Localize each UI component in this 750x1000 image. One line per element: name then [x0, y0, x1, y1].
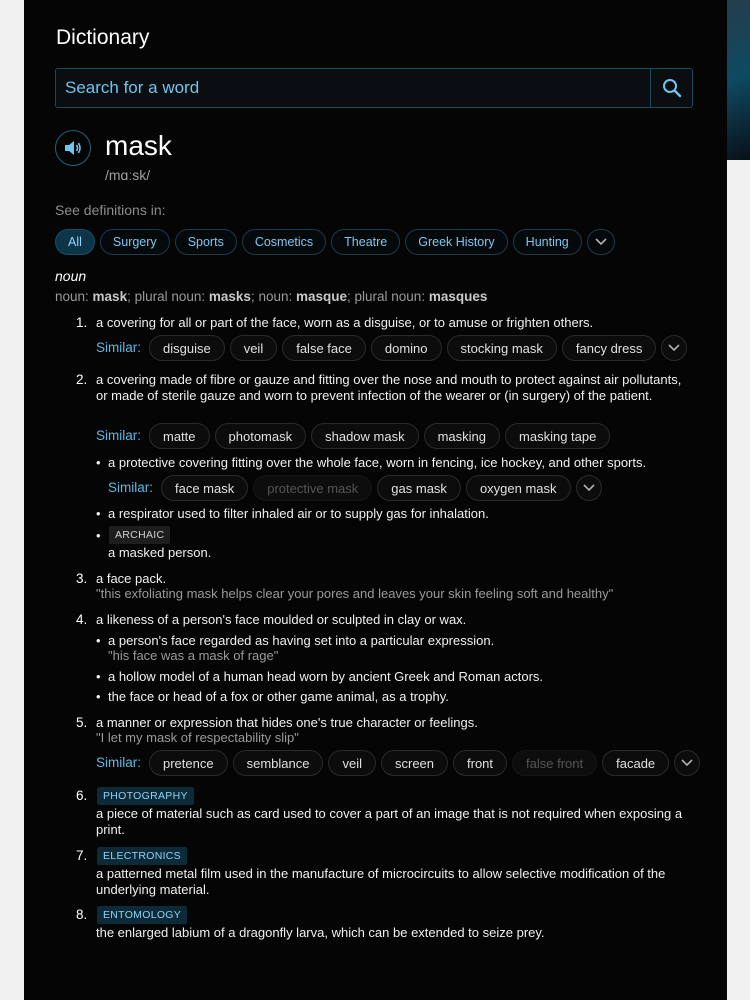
sense-definition: a face pack.: [96, 571, 167, 586]
similar-word-pill[interactable]: fancy dress: [562, 335, 656, 361]
forms-prefix-3: ; noun:: [250, 289, 296, 304]
subsense-definition: a protective covering fitting over the whole face, worn in fencing, ice hockey, and other sports.: [108, 455, 647, 470]
dictionary-panel: [24, 0, 727, 1000]
similar-label: Similar:: [108, 480, 154, 495]
sense-definition: a likeness of a person's face moulded or sculpted in clay or wax.: [96, 612, 467, 627]
search-icon: [662, 78, 682, 98]
example-sentence: "his face was a mask of rage": [108, 648, 279, 663]
chip-all[interactable]: All: [55, 229, 95, 255]
form-word: masques: [428, 289, 488, 304]
similar-words: [149, 423, 610, 449]
similar-word-pill[interactable]: pretence: [149, 750, 228, 776]
expand-similar-button[interactable]: [674, 750, 700, 776]
chevron-down-icon: [668, 344, 680, 352]
similar-word-pill[interactable]: semblance: [233, 750, 324, 776]
search-input[interactable]: [56, 69, 652, 107]
chip-hunting[interactable]: Hunting: [513, 229, 582, 255]
similar-word-pill[interactable]: disguise: [149, 335, 225, 361]
bullet: •: [96, 669, 101, 684]
domain-tag: PHOTOGRAPHY: [97, 787, 194, 805]
sense-definition: the enlarged labium of a dragonfly larva, which can be extended to seize prey.: [96, 925, 545, 940]
similar-word-pill[interactable]: domino: [371, 335, 442, 361]
sense-number: 6.: [76, 788, 88, 803]
subsense-definition: the face or head of a fox or other game animal, as a trophy.: [108, 689, 449, 704]
chip-surgery[interactable]: Surgery: [100, 229, 170, 255]
sense-number: 8.: [76, 907, 88, 922]
chip-cosmetics[interactable]: Cosmetics: [242, 229, 326, 255]
part-of-speech: noun: [55, 268, 87, 284]
sense-number: 1.: [76, 315, 88, 330]
example-sentence: "this exfoliating mask helps clear your pores and leaves your skin feeling soft and healthy": [96, 586, 614, 601]
similar-word-pill[interactable]: stocking mask: [447, 335, 557, 361]
bullet: •: [96, 528, 101, 543]
similar-word-pill[interactable]: masking tape: [505, 423, 610, 449]
form-word: mask: [92, 289, 128, 304]
similar-word-pill[interactable]: oxygen mask: [466, 475, 571, 501]
subsense-definition: a respirator used to filter inhaled air or to supply gas for inhalation.: [108, 506, 489, 521]
filter-chips: [55, 229, 615, 255]
sense-definition: a piece of material such as card used to cover a part of an image that is not required when exposing a print.: [96, 806, 683, 837]
sense-definition: a patterned metal film used in the manufacture of microcircuits to allow selective modification of the underlying material.: [96, 866, 666, 897]
similar-label: Similar:: [96, 340, 142, 355]
similar-words: [149, 750, 700, 776]
similar-words: [149, 335, 687, 361]
sense-number: 2.: [76, 372, 88, 387]
domain-tag: ELECTRONICS: [97, 847, 187, 865]
similar-word-pill[interactable]: face mask: [161, 475, 248, 501]
similar-word-pill[interactable]: protective mask: [253, 475, 372, 501]
pronunciation-button[interactable]: [55, 130, 91, 166]
speaker-icon: [64, 140, 82, 156]
subsense-definition: a hollow model of a human head worn by ancient Greek and Roman actors.: [108, 669, 544, 684]
sense-definition: a covering made of fibre or gauze and fitting over the nose and mouth to protect against air pollutants, or made of sterile gauze and worn to prevent infection of the wearer or (in surgery) of the patient.: [96, 372, 682, 403]
similar-word-pill[interactable]: facade: [602, 750, 669, 776]
chip-greek-history[interactable]: Greek History: [405, 229, 507, 255]
similar-word-pill[interactable]: false face: [282, 335, 366, 361]
sense-definition: a manner or expression that hides one's true character or feelings.: [96, 715, 478, 730]
forms-prefix-2: ; plural noun:: [127, 289, 209, 304]
search-button[interactable]: [650, 69, 692, 107]
forms-prefix-1: noun:: [55, 289, 93, 304]
sense-number: 4.: [76, 612, 88, 627]
bullet: •: [96, 633, 101, 648]
chevron-down-icon: [681, 759, 693, 767]
similar-word-pill[interactable]: veil: [328, 750, 376, 776]
similar-word-pill[interactable]: gas mask: [377, 475, 461, 501]
form-word: masks: [208, 289, 251, 304]
bullet: •: [96, 455, 101, 470]
expand-similar-button[interactable]: [576, 475, 602, 501]
similar-word-pill[interactable]: front: [453, 750, 507, 776]
chip-sports[interactable]: Sports: [175, 229, 237, 255]
similar-word-pill[interactable]: photomask: [215, 423, 307, 449]
form-word: masque: [295, 289, 348, 304]
similar-label: Similar:: [96, 755, 142, 770]
sense-number: 7.: [76, 848, 88, 863]
more-chips-button[interactable]: [587, 229, 615, 255]
headword: mask: [105, 130, 172, 161]
register-tag: ARCHAIC: [109, 526, 170, 544]
sense-number: 3.: [76, 571, 88, 586]
subsense-definition: a person's face regarded as having set into a particular expression.: [108, 633, 495, 648]
similar-word-pill[interactable]: false front: [512, 750, 597, 776]
forms-prefix-4: ; plural noun:: [347, 289, 429, 304]
example-sentence: "I let my mask of respectability slip": [96, 730, 299, 745]
subsense-definition: a masked person.: [108, 545, 212, 560]
bullet: •: [96, 506, 101, 521]
similar-label: Similar:: [96, 428, 142, 443]
panel-title: Dictionary: [56, 26, 150, 49]
chip-theatre[interactable]: Theatre: [331, 229, 400, 255]
expand-similar-button[interactable]: [661, 335, 687, 361]
search-box: [55, 68, 693, 108]
word-forms: [55, 289, 487, 304]
chevron-down-icon: [595, 238, 607, 246]
similar-word-pill[interactable]: veil: [230, 335, 278, 361]
sense-definition: a covering for all or part of the face, worn as a disguise, or to amuse or frighten others.: [96, 315, 594, 330]
domain-tag: ENTOMOLOGY: [97, 906, 187, 924]
similar-word-pill[interactable]: masking: [424, 423, 500, 449]
similar-word-pill[interactable]: shadow mask: [311, 423, 418, 449]
similar-words: [161, 475, 602, 501]
similar-word-pill[interactable]: matte: [149, 423, 210, 449]
sense-number: 5.: [76, 715, 88, 730]
similar-word-pill[interactable]: screen: [381, 750, 448, 776]
pronunciation: /mɑːsk/: [105, 167, 151, 183]
chevron-down-icon: [583, 484, 595, 492]
bullet: •: [96, 689, 101, 704]
filter-label: See definitions in:: [55, 202, 166, 218]
